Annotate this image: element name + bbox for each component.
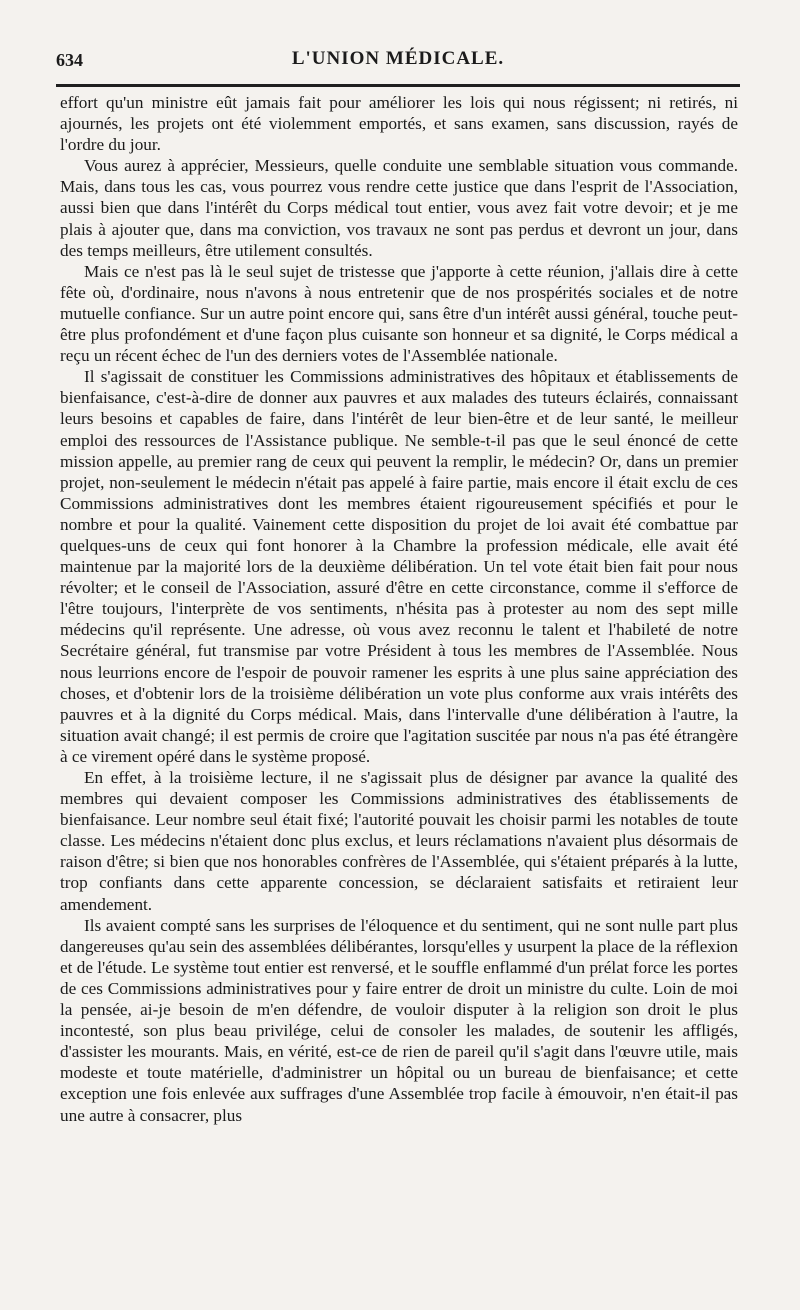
page-footer	[0, 1270, 800, 1290]
page-header	[56, 44, 740, 78]
paragraph: Il s'agissait de constituer les Commissions administratives des hôpitaux et établissements de bienfaisance, c'est-à-dire de donner aux pauvres et aux malades des tuteurs éclairés, connaissant leurs besoins et capables de faire, dans l'intérêt de leur bien-être et de leur santé, le meilleur emploi des ressources de l'Assistance publique. Ne semble-t-il pas que le seul énoncé de cette mission appelle, au premier rang de ceux qui peuvent la remplir, le médecin? Or, dans un premier projet, non-seulement le médecin n'était pas appelé à faire partie, mais encore il était exclu de ces Commissions administratives dont les membres étaient rigoureusement spécifiés et pour le nombre et pour la qualité. Vainement cette disposition du projet de loi avait été combattue par quelques-uns de ceux qui font honorer à la Chambre la profession médicale, elle avait été maintenue par la majorité lors de la deuxième délibération. Un tel vote était bien fait pour nous révolter; et le conseil de l'Association, assuré d'être en cette circonstance, comme il s'efforce de l'être toujours, l'interprète de vos sentiments, n'hésita pas à protester au nom des sept mille médecins qu'il représente. Une adresse, où vous avez reconnu le talent et l'habileté de notre Secrétaire général, fut transmise par votre Président à tous les membres de l'Assemblée. Nous nous leurrions encore de l'espoir de pouvoir ramener les esprits à une plus saine appréciation des choses, et d'obtenir lors de la troisième délibération un vote plus conforme aux vrais intérêts des pauvres et à la dignité du Corps médical. Mais, dans l'intervalle d'une délibération à l'autre, la situation avait changé; il est permis de croire que l'agitation suscitée par nous n'a pas été étrangère à ce virement opéré dans le système proposé.	[60, 367, 738, 766]
paragraph: Ils avaient compté sans les surprises de l'éloquence et du sentiment, qui ne sont nulle part plus dangereuses qu'au sein des assemblées délibérantes, lorsqu'elles y usurpent la place de la réflexion et de l'étude. Le système tout entier est renversé, et le souffle enflammé d'un prélat force les portes de ces Commissions administratives pour y faire entrer de droit un ministre du culte. Loin de moi la pensée, ai-je besoin de m'en défendre, de vouloir disputer à la religion son droit le plus incontesté, son plus beau privilége, celui de consoler les malades, de soutenir les affligés, d'assister les mourants. Mais, en vérité, est-ce de rien de pareil qu'il s'agit dans l'œuvre utile, mais modeste et toute matérielle, d'administrer un hôpital ou un bureau de bienfaisance; et cette exception une fois enlevée aux suffrages d'une Assemblée trop facile à émouvoir, n'en était-il pas une autre à consacrer, plus	[60, 915, 738, 1125]
paragraph: Vous aurez à apprécier, Messieurs, quelle conduite une semblable situation vous commande. Mais, dans tous les cas, vous pourrez vous rendre cette justice que dans l'esprit de l'Association, aussi bien que dans l'intérêt du Corps médical tout entier, vous avez fait votre devoir; et je me plais à ajouter que, dans ma conviction, vos travaux ne sont pas perdus et devront un jour, dans des temps meilleurs, être utilement consultés.	[60, 156, 738, 260]
paragraph: effort qu'un ministre eût jamais fait pour améliorer les lois qui nous régissent; ni retirés, ni ajournés, les projets ont été violemment emportés, et sans examen, sans discussion, rayés de l'ordre du jour.	[60, 93, 738, 155]
paragraph: Mais ce n'est pas là le seul sujet de tristesse que j'apporte à cette réunion, j'allais dire à cette fête où, d'ordinaire, nous n'avons à nous entretenir que de nos prospérités sociales et de notre mutuelle confiance. Sur un autre point encore qui, sans être d'un intérêt aussi général, touche peut-être plus profondément et d'une façon plus cuisante son honneur et sa dignité, le Corps médical a reçu un récent échec de l'un des derniers votes de l'Assemblée nationale.	[60, 261, 738, 366]
body-text	[60, 92, 738, 1126]
running-title: L'UNION MÉDICALE.	[291, 48, 505, 69]
header-rule	[56, 84, 740, 87]
paragraph: En effet, à la troisième lecture, il ne s'agissait plus de désigner par avance la qualité des membres qui devaient composer les Commissions administratives des établissements de bienfaisance. Leur nombre seul était fixé; l'autorité pouvait les choisir parmi les notables de toute classe. Les médecins n'étaient donc plus exclus, et leurs réclamations n'avaient plus désormais de raison d'être; si bien que nos honorables confrères de l'Assemblée, qui s'étaient préparés à la lutte, trop confiants dans cette apparente concession, se déclaraient satisfaits et retiraient leur amendement.	[60, 768, 738, 914]
page-number: 634	[56, 50, 83, 70]
